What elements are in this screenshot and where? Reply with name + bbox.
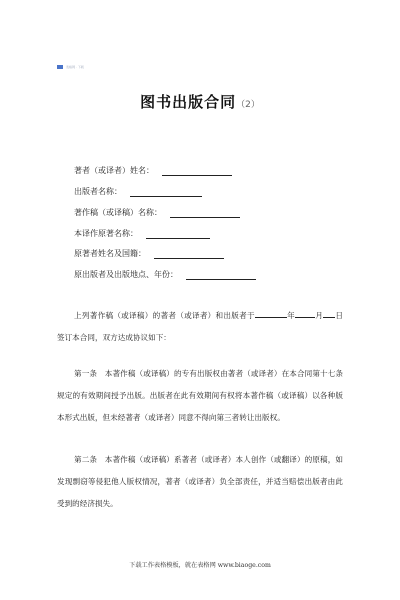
page-title xyxy=(0,91,400,112)
fill-in-blank[interactable] xyxy=(170,208,240,218)
fill-in-blank[interactable] xyxy=(154,249,224,259)
year-blank[interactable] xyxy=(255,309,287,318)
field-label: 著者（或译者）姓名： xyxy=(74,166,154,175)
field-original-title xyxy=(74,229,210,239)
field-label: 原出版者及出版地点、年份： xyxy=(74,270,178,279)
field-author-name xyxy=(74,166,232,176)
article-2 xyxy=(57,449,343,515)
brand-logo xyxy=(57,65,84,69)
field-label: 本译作原著名称： xyxy=(74,229,138,238)
logo-text: 表格网 · 下载 xyxy=(66,65,84,69)
field-label: 原著者姓名及国籍： xyxy=(74,249,146,258)
intro-paragraph xyxy=(57,305,343,349)
month-label: 月 xyxy=(315,311,324,320)
logo-mark-icon xyxy=(57,65,63,69)
fill-in-blank[interactable] xyxy=(130,187,202,197)
month-blank[interactable] xyxy=(295,309,315,318)
article-1-text: 第一条 本著作稿（或译稿）的专有出版权由著者（或译者）在本合同第十七条规定的有效期间授予出版。出版者在此有效期间有权将本著作稿（或译稿）以各种版本形式出版，但未经著者（或译者）同意不得向第三者转让出版权。 xyxy=(57,369,343,422)
field-original-author xyxy=(74,249,224,259)
fill-in-blank[interactable] xyxy=(162,166,232,176)
fill-in-blank[interactable] xyxy=(146,229,210,239)
intro-text-end: 日签订本合同，双方达成协议如下： xyxy=(57,311,344,342)
field-label: 出版者名称： xyxy=(74,187,122,196)
field-manuscript-name xyxy=(74,208,240,218)
field-publisher-name xyxy=(74,187,202,197)
article-2-text: 第二条 本著作稿（或译稿）系著者（或译者）本人创作（或翻译）的原稿，如发现剽窃等侵犯他人版权情况，著者（或译者）负全部责任，并适当赔偿出版者由此受到的经济损失。 xyxy=(57,455,343,508)
fill-in-blank[interactable] xyxy=(186,270,256,280)
intro-text: 上列著作稿（或译稿）的著者（或译者）和出版者于 xyxy=(74,311,255,320)
day-blank[interactable] xyxy=(323,309,335,318)
field-label: 著作稿（或译稿）名称： xyxy=(74,208,162,217)
page-footer: 下载工作表格模板，就在表格网 www.biaoge.com xyxy=(129,562,271,569)
article-1 xyxy=(57,363,343,429)
field-original-publisher xyxy=(74,270,256,280)
title-main: 图书出版合同 xyxy=(140,93,237,111)
title-subtitle: （2） xyxy=(236,100,260,110)
year-label: 年 xyxy=(286,311,296,320)
